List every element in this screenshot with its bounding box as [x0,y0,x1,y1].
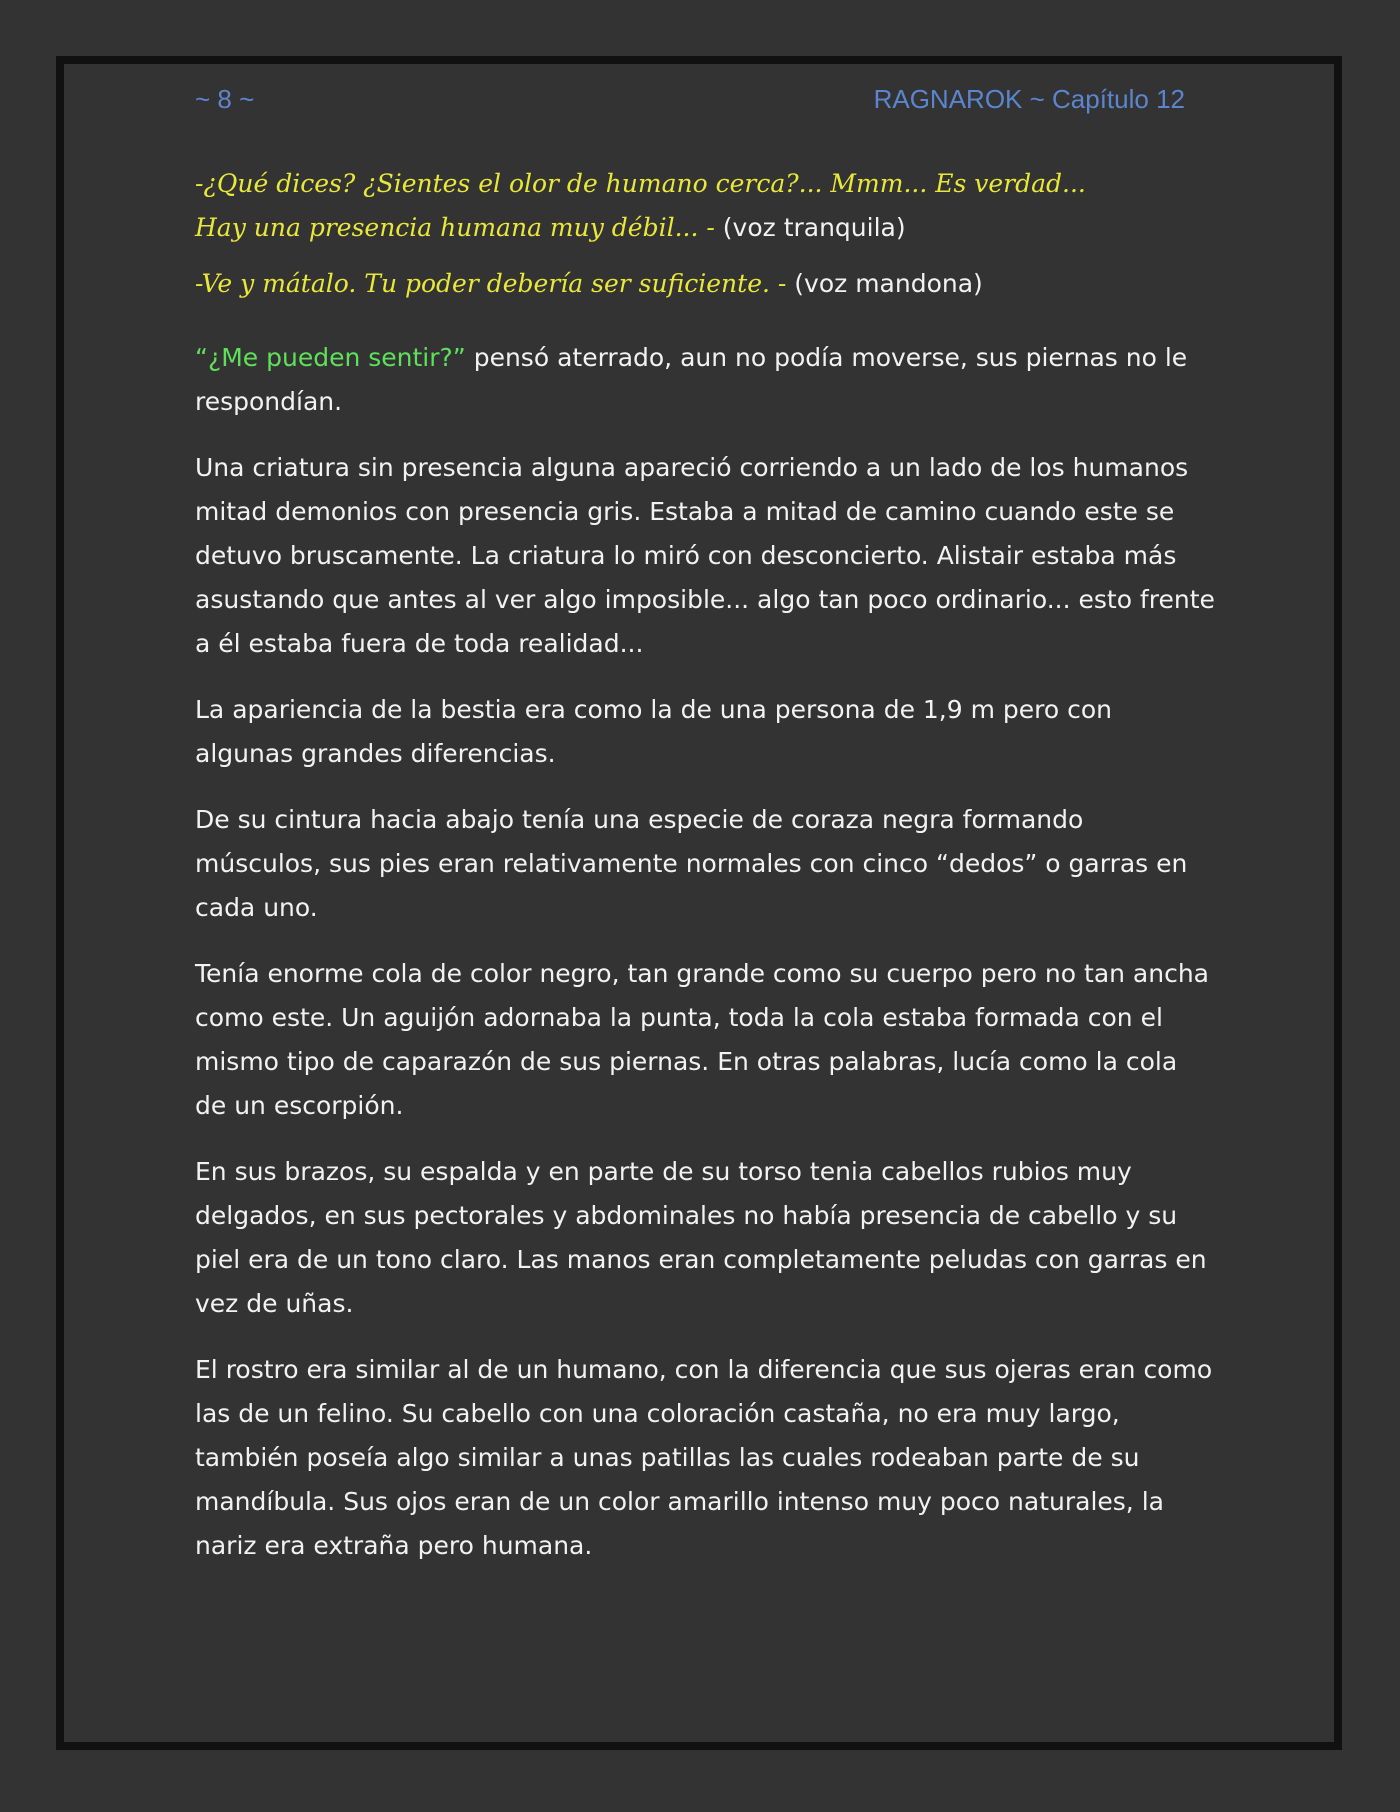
thought-quote: “¿Me pueden sentir?” [195,343,466,372]
dialog-line: -Ve y mátalo. Tu poder debería ser suficiente. - [195,269,787,298]
body-paragraph: La apariencia de la bestia era como la de una persona de 1,9 m pero con algunas grandes diferencias. [195,695,1113,768]
dialog-paragraph [195,262,1215,306]
thought-paragraph [195,336,1215,424]
body-paragraph: Tenía enorme cola de color negro, tan grande como su cuerpo pero no tan ancha como este. Un aguijón adornaba la punta, toda la cola estaba formada con el mismo tipo de caparazón de sus piernas. En otras palabras, lucía como la cola de un escorpión. [195,959,1210,1120]
body-paragraph: Una criatura sin presencia alguna apareció corriendo a un lado de los humanos mitad demonios con presencia gris. Estaba a mitad de camino cuando este se detuvo bruscamente. La criatura lo miró con desconcierto. Alistair estaba más asustando que antes al ver algo imposible... algo tan poco ordinario... esto frente a él estaba fuera de toda realidad... [195,453,1215,658]
dialog-paragraph [195,162,1215,250]
body-paragraph: De su cintura hacia abajo tenía una especie de coraza negra formando músculos, sus pies eran relativamente normales con cinco “dedos” o garras en cada uno. [195,805,1188,922]
body-paragraph: En sus brazos, su espalda y en parte de su torso tenia cabellos rubios muy delgados, en sus pectorales y abdominales no había presencia de cabello y su piel era de un tono claro. Las manos eran completamente peludas con garras en vez de uñas. [195,1157,1207,1318]
page-number: ~ 8 ~ [195,84,255,114]
dialog-line: -¿Qué dices? ¿Sientes el olor de humano cerca?... Mmm... Es verdad... [195,169,1086,198]
thought-text: pensó aterrado, aun no podía moverse, sus piernas no le respondían. [195,343,1188,416]
page-header [195,84,1185,124]
dialog-tag: (voz mandona) [786,269,983,298]
running-title: RAGNAROK ~ Capítulo 12 [873,84,1185,114]
dialog-tag: (voz tranquila) [714,213,906,242]
dialog-line: Hay una presencia humana muy débil... - [195,213,715,242]
body-paragraph: El rostro era similar al de un humano, con la diferencia que sus ojeras eran como las de un felino. Su cabello con una coloración castaña, no era muy largo, también poseía algo similar a unas patillas las cuales rodeaban parte de su mandíbula. Sus ojos eran de un color amarillo intenso muy poco naturales, la nariz era extraña pero humana. [195,1355,1213,1560]
page-content [195,162,1215,1590]
